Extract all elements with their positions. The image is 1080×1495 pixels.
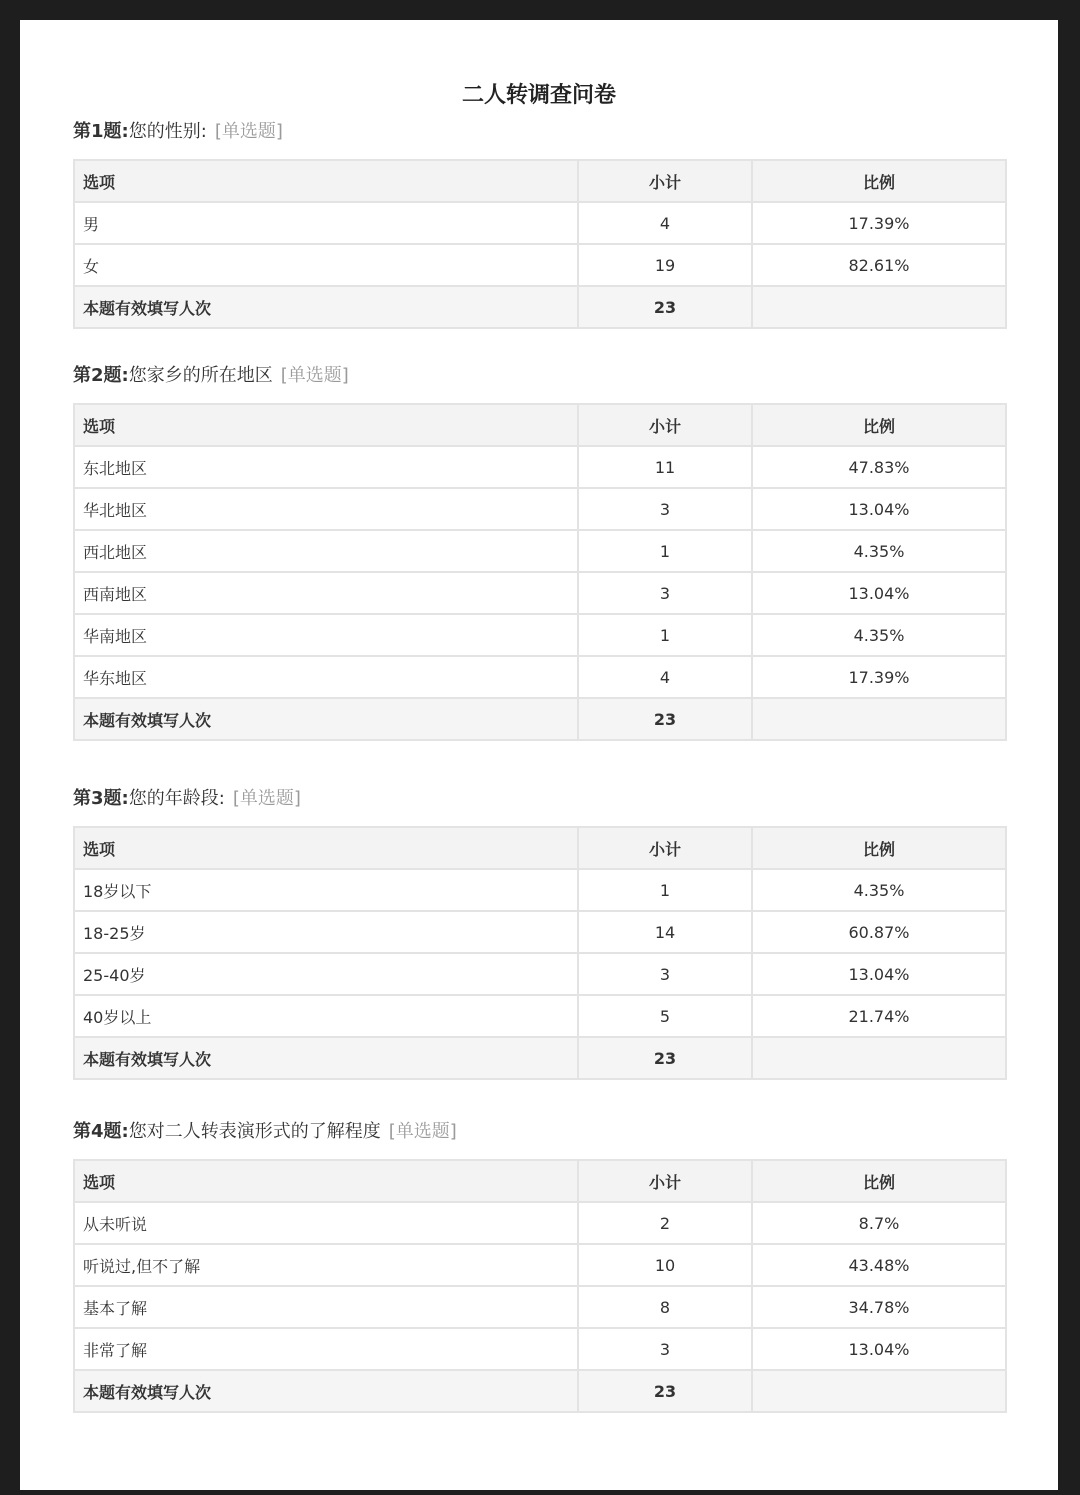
option-cell: 25-40岁: [74, 953, 578, 995]
question-type: [单选题]: [214, 121, 283, 142]
question-text: 您的年龄段:: [128, 788, 225, 809]
table-row: [74, 1244, 1006, 1286]
column-header-option: 选项: [74, 1160, 578, 1202]
column-header-count: 小计: [578, 160, 752, 202]
ratio-cell: 13.04%: [752, 488, 1006, 530]
question-number: 第1题:: [73, 121, 129, 142]
table-row: [74, 202, 1006, 244]
ratio-cell: 82.61%: [752, 244, 1006, 286]
option-cell: 男: [74, 202, 578, 244]
count-cell: 14: [578, 911, 752, 953]
total-row: [74, 286, 1006, 328]
option-cell: 华东地区: [74, 656, 578, 698]
total-row: [74, 698, 1006, 740]
total-label: 本题有效填写人次: [74, 286, 578, 328]
question-number: 第2题:: [73, 365, 129, 386]
total-label: 本题有效填写人次: [74, 1370, 578, 1412]
question-1: [73, 120, 1005, 329]
count-cell: 3: [578, 572, 752, 614]
results-table: [73, 826, 1007, 1080]
question-type: [单选题]: [388, 1121, 457, 1142]
option-cell: 从未听说: [74, 1202, 578, 1244]
option-cell: 女: [74, 244, 578, 286]
count-cell: 10: [578, 1244, 752, 1286]
count-cell: 1: [578, 614, 752, 656]
question-number: 第4题:: [73, 1121, 129, 1142]
results-table: [73, 1159, 1007, 1413]
ratio-cell: 8.7%: [752, 1202, 1006, 1244]
option-cell: 西南地区: [74, 572, 578, 614]
count-cell: 1: [578, 530, 752, 572]
ratio-cell: 21.74%: [752, 995, 1006, 1037]
count-cell: 11: [578, 446, 752, 488]
option-cell: 基本了解: [74, 1286, 578, 1328]
question-heading: [73, 120, 1005, 144]
ratio-cell: 4.35%: [752, 614, 1006, 656]
count-cell: 1: [578, 869, 752, 911]
question-2: [73, 364, 1005, 741]
total-count: 23: [578, 286, 752, 328]
total-ratio-empty: [752, 698, 1006, 740]
table-row: [74, 656, 1006, 698]
table-row: [74, 995, 1006, 1037]
ratio-cell: 43.48%: [752, 1244, 1006, 1286]
results-table: [73, 159, 1007, 329]
ratio-cell: 60.87%: [752, 911, 1006, 953]
total-label: 本题有效填写人次: [74, 698, 578, 740]
count-cell: 4: [578, 202, 752, 244]
question-number: 第3题:: [73, 788, 129, 809]
option-cell: 非常了解: [74, 1328, 578, 1370]
count-cell: 8: [578, 1286, 752, 1328]
ratio-cell: 4.35%: [752, 869, 1006, 911]
option-cell: 华北地区: [74, 488, 578, 530]
table-row: [74, 488, 1006, 530]
question-heading: [73, 1120, 1005, 1144]
total-label: 本题有效填写人次: [74, 1037, 578, 1079]
table-row: [74, 953, 1006, 995]
total-ratio-empty: [752, 286, 1006, 328]
total-ratio-empty: [752, 1037, 1006, 1079]
option-cell: 东北地区: [74, 446, 578, 488]
total-count: 23: [578, 1370, 752, 1412]
question-heading: [73, 787, 1005, 811]
table-row: [74, 614, 1006, 656]
question-heading: [73, 364, 1005, 388]
count-cell: 3: [578, 488, 752, 530]
count-cell: 3: [578, 953, 752, 995]
column-header-option: 选项: [74, 160, 578, 202]
table-header-row: [74, 160, 1006, 202]
column-header-ratio: 比例: [752, 827, 1006, 869]
question-text: 您家乡的所在地区: [128, 365, 273, 386]
option-cell: 18岁以下: [74, 869, 578, 911]
results-table: [73, 403, 1007, 741]
table-row: [74, 530, 1006, 572]
table-row: [74, 911, 1006, 953]
total-count: 23: [578, 698, 752, 740]
table-header-row: [74, 404, 1006, 446]
total-row: [74, 1370, 1006, 1412]
table-row: [74, 1202, 1006, 1244]
count-cell: 3: [578, 1328, 752, 1370]
question-type: [单选题]: [232, 788, 301, 809]
column-header-option: 选项: [74, 827, 578, 869]
column-header-ratio: 比例: [752, 1160, 1006, 1202]
count-cell: 5: [578, 995, 752, 1037]
question-text: 您的性别:: [128, 121, 207, 142]
option-cell: 西北地区: [74, 530, 578, 572]
column-header-option: 选项: [74, 404, 578, 446]
ratio-cell: 34.78%: [752, 1286, 1006, 1328]
column-header-count: 小计: [578, 404, 752, 446]
ratio-cell: 4.35%: [752, 530, 1006, 572]
question-3: [73, 787, 1005, 1080]
option-cell: 听说过,但不了解: [74, 1244, 578, 1286]
table-row: [74, 1328, 1006, 1370]
table-row: [74, 446, 1006, 488]
question-type: [单选题]: [280, 365, 349, 386]
total-ratio-empty: [752, 1370, 1006, 1412]
ratio-cell: 17.39%: [752, 202, 1006, 244]
ratio-cell: 13.04%: [752, 1328, 1006, 1370]
option-cell: 40岁以上: [74, 995, 578, 1037]
total-count: 23: [578, 1037, 752, 1079]
option-cell: 华南地区: [74, 614, 578, 656]
table-header-row: [74, 1160, 1006, 1202]
column-header-ratio: 比例: [752, 404, 1006, 446]
survey-sheet: [20, 20, 1058, 1490]
ratio-cell: 17.39%: [752, 656, 1006, 698]
table-row: [74, 869, 1006, 911]
option-cell: 18-25岁: [74, 911, 578, 953]
total-row: [74, 1037, 1006, 1079]
column-header-count: 小计: [578, 827, 752, 869]
column-header-ratio: 比例: [752, 160, 1006, 202]
ratio-cell: 13.04%: [752, 572, 1006, 614]
count-cell: 2: [578, 1202, 752, 1244]
count-cell: 4: [578, 656, 752, 698]
ratio-cell: 47.83%: [752, 446, 1006, 488]
table-row: [74, 244, 1006, 286]
column-header-count: 小计: [578, 1160, 752, 1202]
question-text: 您对二人转表演形式的了解程度: [128, 1121, 381, 1142]
table-header-row: [74, 827, 1006, 869]
page-title: 二人转调查问卷: [461, 83, 616, 108]
question-4: [73, 1120, 1005, 1413]
ratio-cell: 13.04%: [752, 953, 1006, 995]
table-row: [74, 1286, 1006, 1328]
count-cell: 19: [578, 244, 752, 286]
table-row: [74, 572, 1006, 614]
